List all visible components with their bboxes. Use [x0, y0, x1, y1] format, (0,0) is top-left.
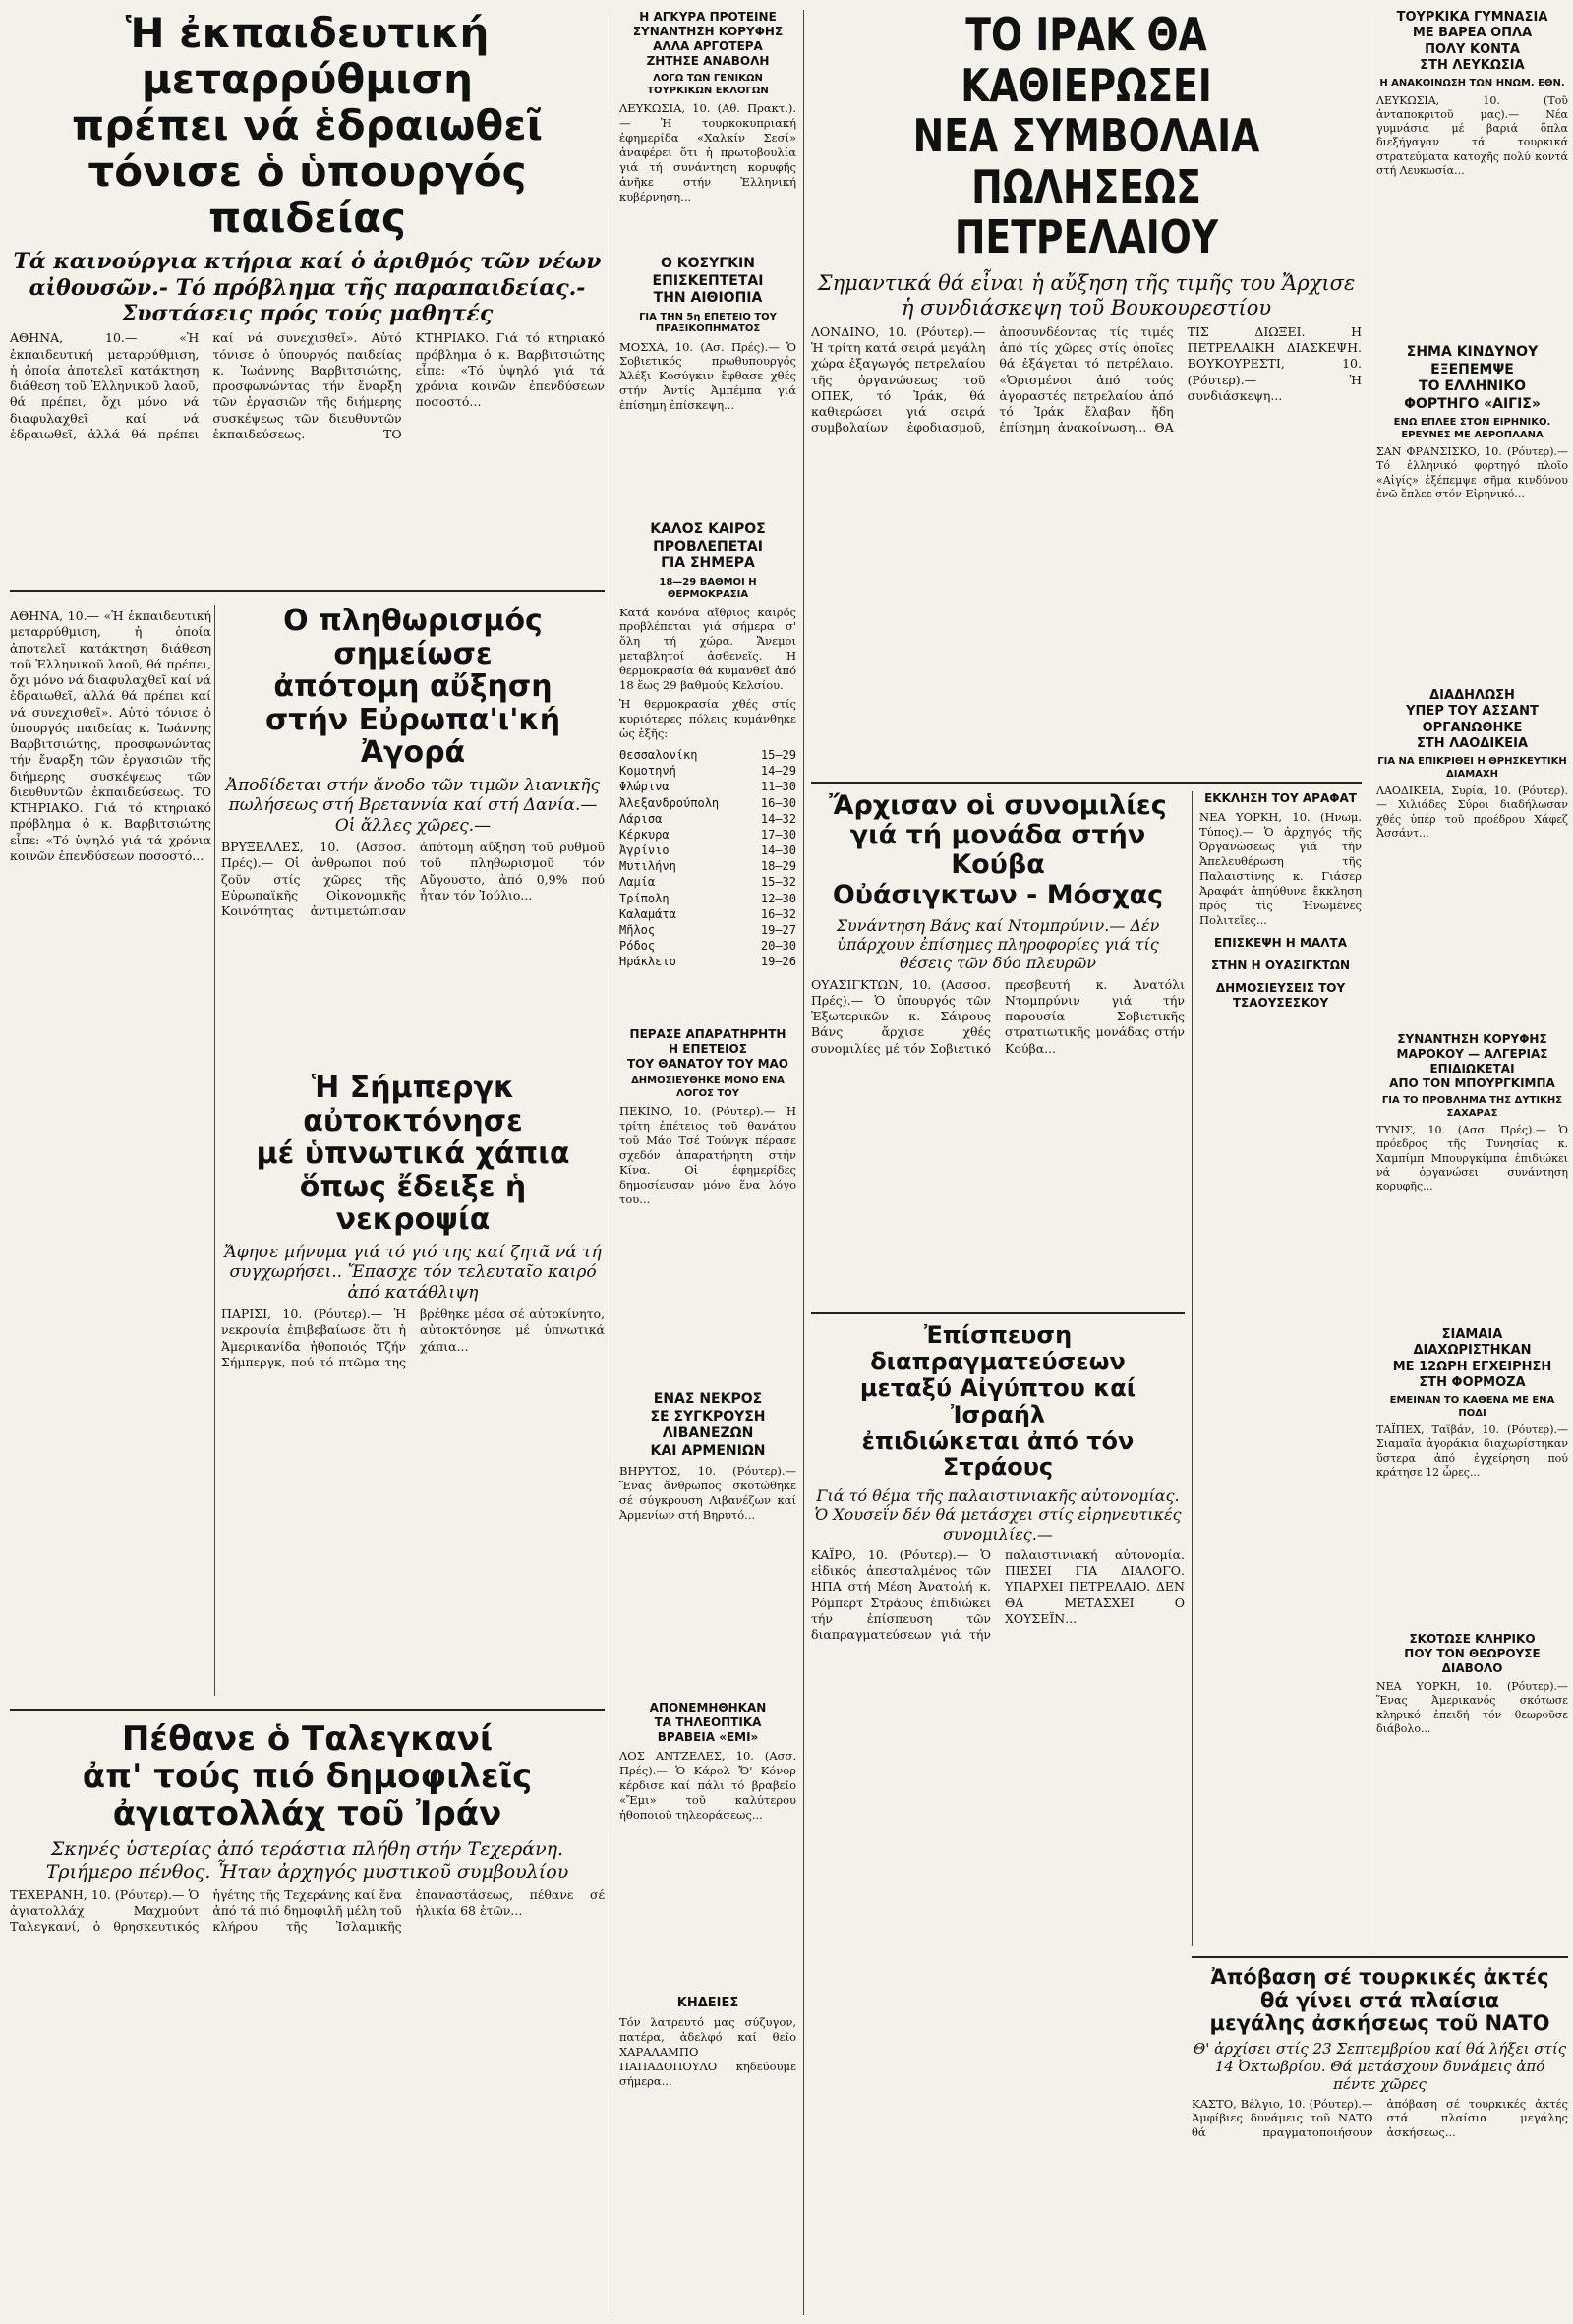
headline-turkish-shores-2: θά γίνει στά πλαίσια	[1259, 1988, 1500, 2012]
section-head-washington: ΣΤΗΝ Η ΟΥΑΣΙΓΚΤΩΝ	[1210, 958, 1351, 972]
headline-talegani-1: Πέθανε ὁ Ταλεγκανί	[121, 1720, 494, 1759]
deck-assad: ΓΙΑ ΝΑ ΕΠΙΚΡΙΘΕΙ Η ΘΡΗΣΚΕΥΤΙΚΗ ΔΙΑΜΑΧΗ	[1377, 756, 1567, 780]
headline-ankara-3: ΑΛΛΑ ΑΡΓΟΤΕΡΑ	[653, 39, 763, 53]
deck-taiwan: ΕΜΕΙΝΑΝ ΤΟ ΚΑΘΕΝΑ ΜΕ ΕΝΑ ΠΟΔΙ	[1389, 1395, 1555, 1419]
list-item: Τρίπολη 12—30	[619, 891, 796, 905]
headline-assad-2: ΥΠΕΡ ΤΟΥ ΑΣΣΑΝΤ	[1406, 704, 1539, 720]
headline-danger-4: ΦΟΡΤΗΓΟ «ΑΙΓΙΣ»	[1404, 395, 1541, 412]
headline-gymnastics-1: ΤΟΥΡΚΙΚΑ ΓΥΜΝΑΣΙΑ	[1396, 10, 1548, 25]
list-item: Θεσσαλονίκη 15—29	[619, 747, 796, 762]
article-turkish-shores	[1192, 1966, 1568, 2315]
rule	[811, 782, 1362, 784]
headline-mao-2: Η ΕΠΕΤΕΙΟΣ	[669, 1042, 747, 1056]
deck-egypt: Γιά τό θέμα τῆς παλαιστινιακῆς αὐτονομίας. Ὁ Χουσεΐν δέν θά μετάσχει στίς εἰρηνευτικές συνομιλίες.—	[814, 1486, 1182, 1543]
body-education-continued: ΑΘΗΝΑ, 10.— «Ἡ ἐκπαιδευτική μεταρρύθμιση, ἡ ὁποία ἀποτελεῖ κατάκτηση διάθεση τοῦ Ἑλληνικοῦ λαοῦ, θά πρέπει, ὄχι μόνο νά διαφυλαχθεῖ καί νά ἑδραιωθεῖ, ἀλλά θά πρέπει καί νά συνεχισθεῖ». Αὐτό τόνισε ὁ ὑπουργός παιδείας κ. Ἰωάννης Βαρβιτσιώτης, προσφωνώντας τήν ἔναρξη τῶν ἐργασιῶν τῆς διήμερης συσκέψεως τῶν διευθυντῶν ἐκπαιδεύσεως. ΤΟ ΚΤΗΡΙΑΚΟ. Γιά τό κτηριακό πρόβλημα ὁ κ. Βαρβιτσιώτης εἶπε: «Τό ὑψηλό γιά τά χρόνια κοινῶν ἐπενδύσεων ποσοστό...	[10, 609, 211, 863]
deck-turkish-shores: Θ' ἀρχίσει στίς 23 Σεπτεμβρίου καί θά λήξει στίς 14 Ὀκτωβρίου. Θά μετάσχουν δυνάμεις ἀπό πέντε χῶρες	[1193, 2039, 1567, 2093]
weather-temps-intro: Ἡ θερμοκρασία χθές στίς κυριότερες πόλεις κυμάνθηκε ὡς ἑξῆς:	[619, 697, 796, 740]
list-item: Φλώρινα 11—30	[619, 780, 796, 794]
article-education	[10, 10, 605, 560]
body-turkish-shores: ΚΑΣΤΟ, Βέλγιο, 10. (Ρόυτερ).— Ἀμφίβιες δυνάμεις τοῦ ΝΑΤΟ θά πραγματοποιήσουν ἀπόβαση σέ τουρκικές ἀκτές στά πλαίσια μεγάλης ἀσκήσεως...	[1192, 2096, 1568, 2140]
headline-kliroi-2: ΠΟΥ ΤΟΝ ΘΕΩΡΟΥΣΕ	[1404, 1647, 1541, 1660]
headline-turkish-shores-3: μεγάλης ἀσκήσεως τοῦ ΝΑΤΟ	[1209, 2011, 1550, 2036]
headline-cuba-3: Οὐάσιγκτων - Μόσχας	[832, 879, 1164, 910]
headline-funerals: ΚΗΔΕΙΕΣ	[676, 1996, 739, 2010]
list-item: Λάρισα 14—32	[619, 811, 796, 826]
article-danger-signal	[1376, 344, 1568, 678]
rule	[811, 1312, 1185, 1314]
article-egypt	[811, 1322, 1185, 2315]
headline-talegani-2: ἀπ' τούς πιό δημοφιλεῖς	[82, 1757, 533, 1797]
list-item: Μυτιλήνη 18—29	[619, 859, 796, 874]
headline-gymnastics-4: ΣΤΗ ΛΕΥΚΩΣΙΑ	[1420, 57, 1525, 73]
body-education: ΑΘΗΝΑ, 10.— «Ἡ ἐκπαιδευτική μεταρρύθμιση, ἡ ὁποία ἀποτελεῖ κατάκτηση διάθεση τοῦ Ἑλληνικοῦ λαοῦ, θά πρέπει, ὄχι μόνο νά διαφυλαχθεῖ καί νά ἑδραιωθεῖ, ἀλλά θά πρέπει καί νά συνεχισθεῖ». Αὐτό τόνισε ὁ ὑπουργός παιδείας κ. Ἰωάννης Βαρβιτσιώτης, προσφωνώντας τήν ἔναρξη τῶν ἐργασιῶν τῆς διήμερης συσκέψεως τῶν διευθυντῶν ἐκπαιδεύσεως. ΤΟ ΚΤΗΡΙΑΚΟ. Γιά τό κτηριακό πρόβλημα ὁ κ. Βαρβιτσιώτης εἶπε: «Τό ὑψηλό γιά τά χρόνια κοινῶν ἐπενδύσεων ποσοστό...	[10, 330, 605, 441]
headline-gymnastics-2: ΜΕ ΒΑΡΕΑ ΟΠΛΑ	[1412, 26, 1533, 41]
list-item: Ἡράκλειο 19—26	[619, 955, 796, 969]
headline-mao-1: ΠΕΡΑΣΕ ΑΠΑΡΑΤΗΡΗΤΗ	[629, 1027, 786, 1041]
body-kosygin: ΜΟΣΧΑ, 10. (Ασ. Πρές).— Ὁ Σοβιετικός πρωθυπουργός Ἀλέξι Κοσύγκιν ἔφθασε χθές στήν Ἀντίς Ἀμπέμπα γιά ἐπίσημη ἐπίσκεψη...	[619, 339, 796, 413]
headline-assad-3: ΟΡΓΑΝΩΘΗΚΕ	[1422, 720, 1523, 735]
body-weather: Κατά κανόνα αἴθριος καιρός προβλέπεται γιά σήμερα σ' ὅλη τή χώρα. Ἄνεμοι μεταβλητοί ἀσθενεῖς. Ἡ θερμοκρασία θά κυμανθεῖ ἀπό 18 ἕως 29 βαθμούς Κελσίου.	[619, 605, 796, 693]
headline-kosygin-1: Ο ΚΟΣΥΓΚΙΝ	[661, 256, 755, 271]
headline-one-dead-3: ΛΙΒΑΝΕΖΩΝ	[662, 1425, 754, 1441]
headline-iraq-2: ΝΕΑ ΣΥΜΒΟΛΑΙΑ	[912, 109, 1260, 163]
body-iraq: ΛΟΝΔΙΝΟ, 10. (Ρόυτερ).— Ἡ τρίτη κατά σειρά μεγάλη χώρα ἐξαγωγός πετρελαίου τῆς ὀργανώσεως τοῦ ΟΠΕΚ, τό Ἰράκ, θά καθιερώσει γιά σειρά συμβολαίων ἐφοδιασμοῦ, ἀποσυνδέοντας τίς τιμές ἀπό τίς χῶρες στίς ὁποῖες θά ἐξάγεται τό πετρέλαιο. «Ὁρισμένοι ἀπό τούς ἀγοραστές πετρελαίου ἀπό τό Ἰράκ ἔλαβαν ἤδη ἐπίσημη ἀνακοίνωση... ΘΑ ΤΙΣ ΔΙΩΞΕΙ. Η ΠΕΤΡΕΛΑΙΚΗ ΔΙΑΣΚΕΨΗ. ΒΟΥΚΟΥΡΕΣΤΙ, 10. (Ρόυτερ).— Ἡ συνδιάσκεψη...	[811, 323, 1362, 436]
headline-emi-2: ΤΑ ΤΗΛΕΟΠΤΙΚΑ	[654, 1715, 762, 1729]
deck-seberg: Ἄφησε μήνυμα γιά τό γιό της καί ζητᾶ νά τή συγχωρήσει.. Ἔπασχε τόν τελευταῖο καιρό ἀπό κατάθλιψη	[224, 1242, 602, 1303]
body-assad: ΛΑΟΔΙΚΕΙΑ, Συρία, 10. (Ρόυτερ).— Χιλιάδες Σύροι διαδήλωσαν χθές ὑπέρ τοῦ προέδρου Χάφεζ Ἀσσάντ...	[1376, 784, 1568, 840]
body-emi: ΛΟΣ ΑΝΤΖΕΛΕΣ, 10. (Ασσ. Πρές).— Ὁ Κάρολ Ὄ' Κόνορ κέρδισε καί πάλι τό βραβεῖο «Ἔμι» τοῦ καλύτερου ἠθοποιοῦ τηλεοράσεως...	[619, 1749, 796, 1822]
headline-taiwan-3: ΜΕ 12ΩΡΗ ΕΓΧΕΙΡΗΣΗ	[1392, 1359, 1552, 1374]
headline-seberg-2: μέ ὑπνωτικά χάπια	[256, 1136, 570, 1172]
article-inflation	[221, 605, 605, 1067]
headline-weather-1: ΚΑΛΟΣ ΚΑΙΡΟΣ	[650, 521, 766, 537]
headline-kosygin-3: ΤΗΝ ΑΙΘΙΟΠΙΑ	[653, 290, 763, 306]
list-item: Ἀλεξανδρούπολη 16—30	[619, 795, 796, 810]
list-item: Ρόδος 20—30	[619, 939, 796, 954]
article-arafat	[1199, 791, 1362, 1946]
body-talegani: ΤΕΧΕΡΑΝΗ, 10. (Ρόυτερ).— Ὁ ἀγιατολλάχ Μαχμούντ Ταλεγκανί, ὁ θρησκευτικός ἡγέτης τῆς Τεχεράνης καί ἕνα ἀπό τά πιό δημοφιλῆ μέλη τοῦ κλήρου τῆς Ἰσλαμικῆς ἐπαναστάσεως, πέθανε σέ ἡλικία 68 ἐτῶν...	[10, 1887, 605, 1935]
headline-iraq-1: ΤΟ ΙΡΑΚ ΘΑ ΚΑΘΙΕΡΩΣΕΙ	[961, 10, 1212, 112]
headline-danger-3: ΤΟ ΕΛΛΗΝΙΚΟ	[1419, 378, 1526, 394]
deck-iraq: Σημαντικά θά εἶναι ἡ αὔξηση τῆς τιμῆς του Ἄρχισε ἡ συνδιάσκεψη τοῦ Βουκουρεστίου	[817, 270, 1356, 320]
list-item: Κέρκυρα 17—30	[619, 827, 796, 842]
list-item: Μῆλος 19—27	[619, 923, 796, 937]
article-cuba	[811, 791, 1185, 1303]
deck-talegani: Σκηνές ὑστερίας ἀπό τεράστια πλήθη στήν Τεχεράνη. Τριήμερο πένθος. Ἦταν ἀρχηγός μυστικοῦ συμβουλίου	[45, 1838, 569, 1884]
body-ankara: ΛΕΥΚΩΣΙΑ, 10. (Αθ. Πρακτ.).— Ἡ τουρκοκυπριακή ἐφημερίδα «Χαλκίν Σεσί» ἀναφέρει ὅτι ἡ πρωτοβουλία γιά τή συνάντηση κορυφῆς ἀνῆκε στήν Ἑλληνική κυβέρνηση...	[619, 101, 796, 203]
article-education-continued	[10, 605, 211, 1706]
section-head-arafat: ΕΚΚΛΗΣΗ ΤΟΥ ΑΡΑΦΑΤ	[1204, 791, 1357, 805]
headline-inflation-3: στήν Εὐρωπα'ι'κή Ἀγορά	[264, 702, 561, 771]
headline-weather-3: ΓΙΑ ΣΗΜΕΡΑ	[661, 555, 755, 571]
article-weather	[619, 521, 796, 993]
list-item: Καλαμάτα 16—32	[619, 906, 796, 921]
headline-emi-3: ΒΡΑΒΕΙΑ «ΕΜΙ»	[657, 1730, 759, 1744]
body-mao: ΠΕΚΙΝΟ, 10. (Ρόυτερ).— Ἡ τρίτη ἐπέτειος τοῦ θανάτου τοῦ Μάο Τσέ Τούνγκ πέρασε σχεδόν ἀπαρατήρητη στήν Κίνα. Οἱ ἐφημερίδες δημοσίευσαν μόνο ἕνα λόγο του...	[619, 1104, 796, 1206]
article-iraq	[811, 10, 1362, 772]
headline-cuba-2: γιά τή μονάδα στήν Κούβα	[849, 820, 1146, 881]
headline-assad-1: ΔΙΑΔΗΛΩΣΗ	[1429, 688, 1515, 703]
article-seberg	[221, 1072, 605, 1701]
headline-education-3: τόνισε ὁ ὑπουργός παιδείας	[87, 147, 527, 243]
headline-one-dead-1: ΕΝΑΣ ΝΕΚΡΟΣ	[653, 1391, 763, 1407]
list-item: Λαμία 15—32	[619, 875, 796, 890]
article-ankara	[619, 10, 796, 246]
headline-egypt-3: ἐπιδιώκεται ἀπό τόν Στράους	[861, 1426, 1135, 1482]
article-funerals	[619, 1996, 796, 2315]
headline-kliroi-1: ΣΚΟΤΩΣΕ ΚΛΗΡΙΚΟ	[1409, 1632, 1536, 1646]
headline-egypt-1: Ἐπίσπευση διαπραγματεύσεων	[870, 1322, 1126, 1375]
article-gymnastics	[1376, 10, 1568, 334]
rule	[10, 1709, 605, 1711]
article-kliroi	[1376, 1632, 1568, 1946]
headline-morocco-4: ΑΠΟ ΤΟΝ ΜΠΟΥΡΓΚΙΜΠΑ	[1389, 1076, 1555, 1090]
article-talegani	[10, 1720, 605, 2315]
deck-ankara: ΛΟΓΩ ΤΩΝ ΓΕΝΙΚΩΝ ΤΟΥΡΚΙΚΩΝ ΕΚΛΟΓΩΝ	[647, 73, 769, 96]
headline-one-dead-4: ΚΑΙ ΑΡΜΕΝΙΩΝ	[650, 1442, 766, 1459]
body-inflation: ΒΡΥΞΕΛΛΕΣ, 10. (Ασσοσ. Πρές).— Οἱ ἀνθρωποι πού ζοῦν στίς χῶρες τῆς Εὐρωπαϊκῆς Οἰκονομικῆς Κοινότητας ἀντιμετώπισαν ἀπότομη αὔξηση τοῦ ρυθμοῦ τοῦ πληθωρισμοῦ τόν Αὔγουστο, ἀπό 0,9% πού ἦταν τόν Ἰούλιο...	[221, 840, 605, 919]
headline-seberg-3: ὅπως ἔδειξε ἡ νεκροψία	[299, 1169, 527, 1238]
headline-kosygin-2: ΕΠΙΣΚΕΠΤΕΤΑΙ	[652, 272, 764, 289]
rule	[1192, 791, 1193, 1946]
deck-weather: 18—29 ΒΑΘΜΟΙ Η ΘΕΡΜΟΚΡΑΣΙΑ	[659, 576, 757, 600]
rule	[803, 10, 804, 2315]
body-one-dead: ΒΗΡΥΤΟΣ, 10. (Ρόυτερ).— Ἕνας ἄνθρωπος σκοτώθηκε σέ σύγκρουση Λιβανέζων καί Ἀρμενίων στή Βηρυτό...	[619, 1464, 796, 1522]
list-item: Ἀγρίνιο 14—30	[619, 843, 796, 858]
body-egypt: ΚΑΪΡΟ, 10. (Ρόυτερ).— Ὁ εἰδικός ἀπεσταλμένος τῶν ΗΠΑ στή Μέση Ἀνατολή κ. Ρόμπερτ Στράους ἐπιδιώκει τήν ἐπίσπευση τῶν διαπραγματεύσεων γιά τήν παλαιστινιακή αὐτονομία. ΠΙΕΣΕΙ ΓΙΑ ΔΙΑΛΟΓΟ. ΥΠΑΡΧΕΙ ΠΕΤΡΕΛΑΙΟ. ΔΕΝ ΘΑ ΜΕΤΑΣΧΕΙ Ο ΧΟΥΣΕΪΝ...	[811, 1546, 1185, 1643]
rule	[10, 590, 605, 592]
body-funerals: Τόν λατρευτό μας σύζυγον, πατέρα, ἀδελφό καί θεῖο ΧΑΡΑΛΑΜΠΟ ΠΑΠΑΔΟΠΟΥΛΟ κηδεύουμε σήμερα...	[619, 2015, 796, 2088]
headline-gymnastics-3: ΠΟΛΥ ΚΟΝΤΑ	[1425, 41, 1520, 57]
deck-inflation: Ἀποδίδεται στήν ἄνοδο τῶν τιμῶν λιανικῆς πωλήσεως στή Βρεταννία καί στή Δανία.— Οἱ ἄλλες χῶρες.—	[225, 775, 601, 836]
headline-mao-3: ΤΟΥ ΘΑΝΑΤΟΥ ΤΟΥ ΜΑΟ	[626, 1057, 788, 1071]
section-head-malta: ΕΠΙΣΚΕΨΗ Η ΜΑΛΤΑ	[1213, 935, 1348, 950]
headline-turkish-shores-1: Ἀπόβαση σέ τουρκικές ἀκτές	[1210, 1966, 1549, 1989]
article-one-dead	[619, 1391, 796, 1686]
body-gymnastics: ΛΕΥΚΩΣΙΑ, 10. (Τοῦ ἀνταποκριτοῦ μας).— Νέα γυμνάσια μέ βαριά ὅπλα διεξήγαγαν τά τουρκικά στρατεύματα κατοχῆς πολύ κοντά στή Λευκωσία...	[1376, 93, 1568, 177]
article-morocco	[1376, 1032, 1568, 1317]
deck-mao: ΔΗΜΟΣΙΕΥΘΗΚΕ ΜΟΝΟ ΕΝΑ ΛΟΓΟΣ ΤΟΥ	[631, 1075, 785, 1099]
section-head-ceausescu: ΔΗΜΟΣΙΕΥΣΕΙΣ ΤΟΥ ΤΣΑΟΥΣΕΣΚΟΥ	[1215, 980, 1346, 1010]
headline-taiwan-4: ΣΤΗ ΦΟΡΜΟΖΑ	[1419, 1374, 1526, 1390]
headline-taiwan-1: ΣΙΑΜΑΙΑ	[1441, 1327, 1503, 1342]
deck-danger: ΕΝΩ ΕΠΛΕΕ ΣΤΟΝ ΕΙΡΗΝΙΚΟ. ΕΡΕΥΝΕΣ ΜΕ ΑΕΡΟΠΛΑΝΑ	[1393, 417, 1551, 440]
headline-weather-2: ΠΡΟΒΛΕΠΕΤΑΙ	[653, 538, 763, 554]
headline-emi-1: ΑΠΟΝΕΜΗΘΗΚΑΝ	[649, 1701, 767, 1714]
deck-gymnastics: Η ΑΝΑΚΟΙΝΩΣΗ ΤΩΝ ΗΝΩΜ. ΕΘΝ.	[1379, 78, 1565, 88]
headline-danger-1: ΣΗΜΑ ΚΙΝΔΥΝΟΥ	[1406, 344, 1539, 360]
article-kosygin	[619, 256, 796, 511]
headline-morocco-3: ΕΠΙΔΙΩΚΕΤΑΙ	[1429, 1062, 1515, 1075]
body-taiwan: ΤΑΪΠΕΧ, Ταϊβάν, 10. (Ρόυτερ).— Σιαμαῖα ἀγοράκια διαχωρίστηκαν ὕστερα ἀπό ἐγχείρηση πού κράτησε 12 ὧρες...	[1376, 1423, 1568, 1479]
article-assad	[1376, 688, 1568, 1022]
headline-one-dead-2: ΣΕ ΣΥΓΚΡΟΥΣΗ	[650, 1408, 766, 1424]
body-danger: ΣΑΝ ΦΡΑΝΣΙΣΚΟ, 10. (Ρόυτερ).— Τό ἑλληνικό φορτηγό πλοῖο «Αἰγίς» ἐξέπεμψε σῆμα κινδύνου ἐνῶ ἔπλεε στόν Εἰρηνικό...	[1376, 445, 1568, 500]
headline-inflation-2: ἀπότομη αὔξηση	[273, 669, 553, 705]
deck-morocco: ΓΙΑ ΤΟ ΠΡΟΒΛΗΜΑ ΤΗΣ ΔΥΤΙΚΗΣ ΣΑΧΑΡΑΣ	[1381, 1095, 1563, 1119]
headline-education-1: Ἡ ἐκπαιδευτική μεταρρύθμιση	[125, 10, 490, 104]
body-cuba: ΟΥΑΣΙΓΚΤΩΝ, 10. (Ασσοσ. Πρές).— Ὁ ὑπουργός τῶν Ἐξωτερικῶν κ. Σάιρους Βάνς ἄρχισε χθές συνομιλίες μέ τόν Σοβιετικό πρεσβευτή κ. Ἀνατόλι Ντομπρύνιν γιά τήν παρουσία Σοβιετικῆς στρατιωτικῆς μονάδας στήν Κούβα...	[811, 976, 1185, 1056]
headline-seberg-1: Ἡ Σήμπεργκ αὐτοκτόνησε	[303, 1072, 523, 1138]
list-item: Κομοτηνή 14—29	[619, 764, 796, 779]
headline-education-2: πρέπει νά ἑδραιωθεῖ	[72, 101, 543, 150]
article-mao	[619, 1027, 796, 1362]
body-morocco: ΤΥΝΙΣ, 10. (Ασσ. Πρές).— Ὁ πρόεδρος τῆς Τυνησίας κ. Χαμπίμπ Μπουργκίμπα ἐπιδιώκει νά ὀργανώσει συνάντηση κορυφῆς...	[1376, 1124, 1568, 1193]
body-kliroi: ΝΕΑ ΥΟΡΚΗ, 10. (Ρόυτερ).— Ἕνας Ἀμερικανός σκότωσε κληρικό ἐπειδή τόν θεωροῦσε διάβολο...	[1376, 1680, 1568, 1735]
article-emi	[619, 1701, 796, 1986]
rule	[1192, 1956, 1568, 1958]
headline-taiwan-2: ΔΙΑΧΩΡΙΣΤΗΚΑΝ	[1413, 1343, 1532, 1359]
weather-temperature-list	[619, 747, 796, 970]
headline-cuba-1: Ἄρχισαν οἱ συνομιλίες	[829, 791, 1167, 821]
deck-cuba: Συνάντηση Βάνς καί Ντομπρύνιν.— Δέν ὑπάρχουν ἐπίσημες πληροφορίες γιά τίς θέσεις τῶν δύο πλευρῶν	[836, 915, 1160, 973]
headline-morocco-2: ΜΑΡΟΚΟΥ — ΑΛΓΕΡΙΑΣ	[1396, 1047, 1548, 1061]
deck-kosygin: ΓΙΑ ΤΗΝ 5η ΕΠΕΤΕΙΟ ΤΟΥ ΠΡΑΞΙΚΟΠΗΜΑΤΟΣ	[639, 311, 777, 334]
headline-ankara-2: ΣΥΝΑΝΤΗΣΗ ΚΟΡΥΦΗΣ	[632, 25, 784, 38]
headline-danger-2: ΕΞΕΠΕΜΨΕ	[1430, 361, 1514, 378]
body-seberg: ΠΑΡΙΣΙ, 10. (Ρόυτερ).— Ἡ νεκροψία ἐπιβεβαίωσε ὅτι ἡ Ἀμερικανίδα ἠθοποιός Τζήν Σήμπεργκ, πού τό πτῶμα της βρέθηκε μέσα σέ αὐτοκίνητο, αὐτοκτόνησε μέ ὑπνωτικά χάπια...	[221, 1307, 605, 1369]
headline-morocco-1: ΣΥΝΑΝΤΗΣΗ ΚΟΡΥΦΗΣ	[1397, 1032, 1547, 1046]
headline-iraq-3: ΠΩΛΗΣΕΩΣ ΠΕΤΡΕΛΑΙΟΥ	[954, 159, 1219, 264]
rule	[214, 605, 215, 1696]
body-arafat: ΝΕΑ ΥΟΡΚΗ, 10. (Ηνωμ. Τύπος).— Ὁ ἀρχηγός τῆς Ὀργανώσεως γιά τήν Ἀπελευθέρωση τῆς Παλαιστίνης κ. Γιάσερ Ἀραφάτ ἀπηύθυνε ἔκκληση πρός τίς Ἡνωμένες Πολιτεῖες...	[1199, 810, 1362, 927]
headline-egypt-2: μεταξύ Αἰγύπτου καί Ἰσραήλ	[859, 1373, 1136, 1428]
article-taiwan	[1376, 1327, 1568, 1622]
headline-kliroi-3: ΔΙΑΒΟΛΟ	[1441, 1661, 1503, 1675]
headline-inflation-1: Ο πληθωρισμός σημείωσε	[283, 605, 543, 671]
headline-assad-4: ΣΤΗ ΛΑΟΔΙΚΕΙΑ	[1416, 735, 1529, 751]
deck-education: Τά καινούργια κτήρια καί ὁ ἀριθμός τῶν νέων αἰθουσῶν.- Τό πρόβλημα τῆς παραπαιδείας.-Συστάσεις πρός τούς μαθητές	[13, 249, 602, 326]
headline-ankara-1: Η ΑΓΚΥΡΑ ΠΡΟΤΕΙΝΕ	[639, 10, 777, 24]
headline-talegani-3: ἀγιατολλάχ τοῦ Ἰράν	[112, 1794, 502, 1834]
headline-ankara-4: ΖΗΤΗΣΕ ΑΝΑΒΟΛΗ	[646, 54, 770, 68]
